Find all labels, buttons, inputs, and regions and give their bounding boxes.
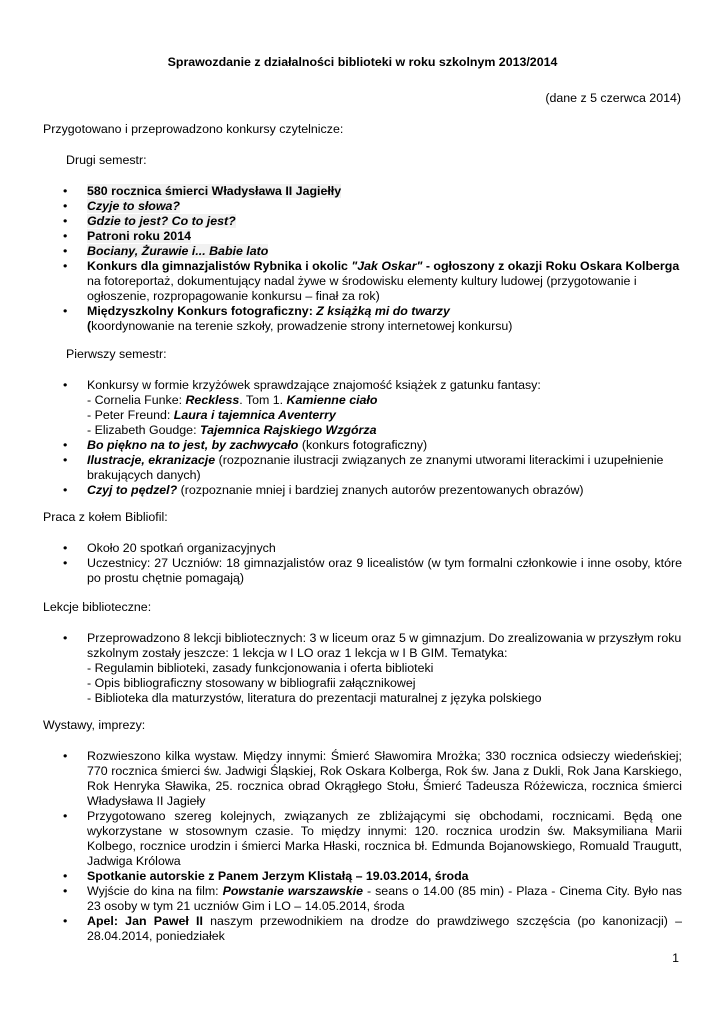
list-item: • Międzyszkolny Konkurs fotograficzny: Z książką mi do twarzy (koordynowanie na terenie szkoły, prowadzenie strony internetowej konkursu) <box>62 304 682 334</box>
club-list <box>62 541 682 586</box>
page-number: 1 <box>672 951 679 965</box>
intro-text: Przygotowano i przeprowadzono konkursy czytelnicze: <box>43 122 344 136</box>
list-item: • Bociany, Żurawie i... Babie lato <box>62 244 682 259</box>
list-item: • Przeprowadzono 8 lekcji bibliotecznych: 3 w liceum oraz 5 w gimnazjum. Do zrealizowania w przyszłym roku szkolnym zostały jeszcze: 1 lekcja w I LO oraz 1 lekcja w I B GIM. Tematyka: - Regulamin biblioteki, zasady funkcjonowania i oferta biblioteki - Opis bibliograficzny stosowany w bibliografii załącznikowej - Biblioteka dla maturzystów, literatura do prezentacji maturalnej z języka polskiego <box>62 631 682 706</box>
events-heading: Wystawy, imprezy: <box>43 718 146 732</box>
list-item: • Konkurs dla gimnazjalistów Rybnika i okolic "Jak Oskar" - ogłoszony z okazji Roku Oskara Kolberga na fotoreportaż, dokumentujący nadal żywe w środowisku elementy kultury ludowej (przygotowanie i ogłoszenie, rozpropagowanie konkursu – finał za rok) <box>62 259 682 304</box>
list-item: • Czyj to pędzel? (rozpoznanie mniej i bardziej znanych autorów prezentowanych obrazów) <box>62 483 682 498</box>
lessons-heading: Lekcje biblioteczne: <box>43 600 152 614</box>
list-item: • Uczestnicy: 27 Uczniów: 18 gimnazjalistów oraz 9 licealistów (w tym formalni członkowie i inne osoby, które po prostu chętnie pomagają) <box>62 556 682 586</box>
semester2-list <box>62 184 682 334</box>
list-item: • Wyjście do kina na film: Powstanie warszawskie - seans o 14.00 (85 min) - Plaza - Cinema City. Było nas 23 osoby w tym 21 uczniów Gim i LO – 14.05.2014, środa <box>62 884 682 914</box>
list-item: • Czyje to słowa? <box>62 199 682 214</box>
list-item: • 580 rocznica śmierci Władysława II Jagiełły <box>62 184 682 199</box>
list-item: • Przygotowano szereg kolejnych, związanych ze zbliżającymi się obchodami, rocznicami. Będą one wykorzystane w stosownym czasie. To między innymi: 120. rocznica urodzin św. Maksymiliana Marii Kolbego, rocznice urodzin i śmierci Marka Hłaski, rocznica bł. Edmunda Bojanowskiego, Romuald Traugutt, Jadwiga Królowa <box>62 809 682 869</box>
list-item: • Około 20 spotkań organizacyjnych <box>62 541 682 556</box>
lessons-list <box>62 631 682 706</box>
list-item: • Rozwieszono kilka wystaw. Między innymi: Śmierć Sławomira Mrożka; 330 rocznica odsieczy wiedeńskiej; 770 rocznica śmierci św. Jadwigi Śląskiej, Rok Oskara Kolberga, Rok św. Jana z Dukli, Rok Jana Karskiego, Rok Henryka Sławika, 25. rocznica obrad Okrągłego Stołu, Śmierć Tadeusza Różewicza, rocznica śmierci Władysława II Jagieły <box>62 749 682 809</box>
events-list <box>62 749 682 944</box>
semester2-heading: Drugi semestr: <box>66 153 147 167</box>
document-title: Sprawozdanie z działalności biblioteki w roku szkolnym 2013/2014 <box>167 55 558 69</box>
club-heading: Praca z kołem Bibliofil: <box>43 510 168 524</box>
date-note: (dane z 5 czerwca 2014) <box>545 91 681 105</box>
list-item: • Ilustracje, ekranizacje (rozpoznanie ilustracji związanych ze znanymi utworami literackimi i uzupełnienie brakujących danych) <box>62 453 682 483</box>
list-item: • Konkursy w formie krzyżówek sprawdzające znajomość książek z gatunku fantasy: - Cornelia Funke: Reckless. Tom 1. Kamienne ciało - Peter Freund: Laura i tajemnica Aventerry - Elizabeth Goudge: Tajemnica Rajskiego Wzgórza <box>62 378 682 438</box>
list-item: • Apel: Jan Paweł II naszym przewodnikiem na drodze do prawdziwego szczęścia (po kanonizacji) – 28.04.2014, poniedziałek <box>62 914 682 944</box>
list-item: • Spotkanie autorskie z Panem Jerzym Klistałą – 19.03.2014, środa <box>62 869 682 884</box>
list-item: • Gdzie to jest? Co to jest? <box>62 214 682 229</box>
semester1-list <box>62 378 682 498</box>
list-item: • Patroni roku 2014 <box>62 229 682 244</box>
semester1-heading: Pierwszy semestr: <box>66 347 167 361</box>
list-item: • Bo piękno na to jest, by zachwycało (konkurs fotograficzny) <box>62 438 682 453</box>
